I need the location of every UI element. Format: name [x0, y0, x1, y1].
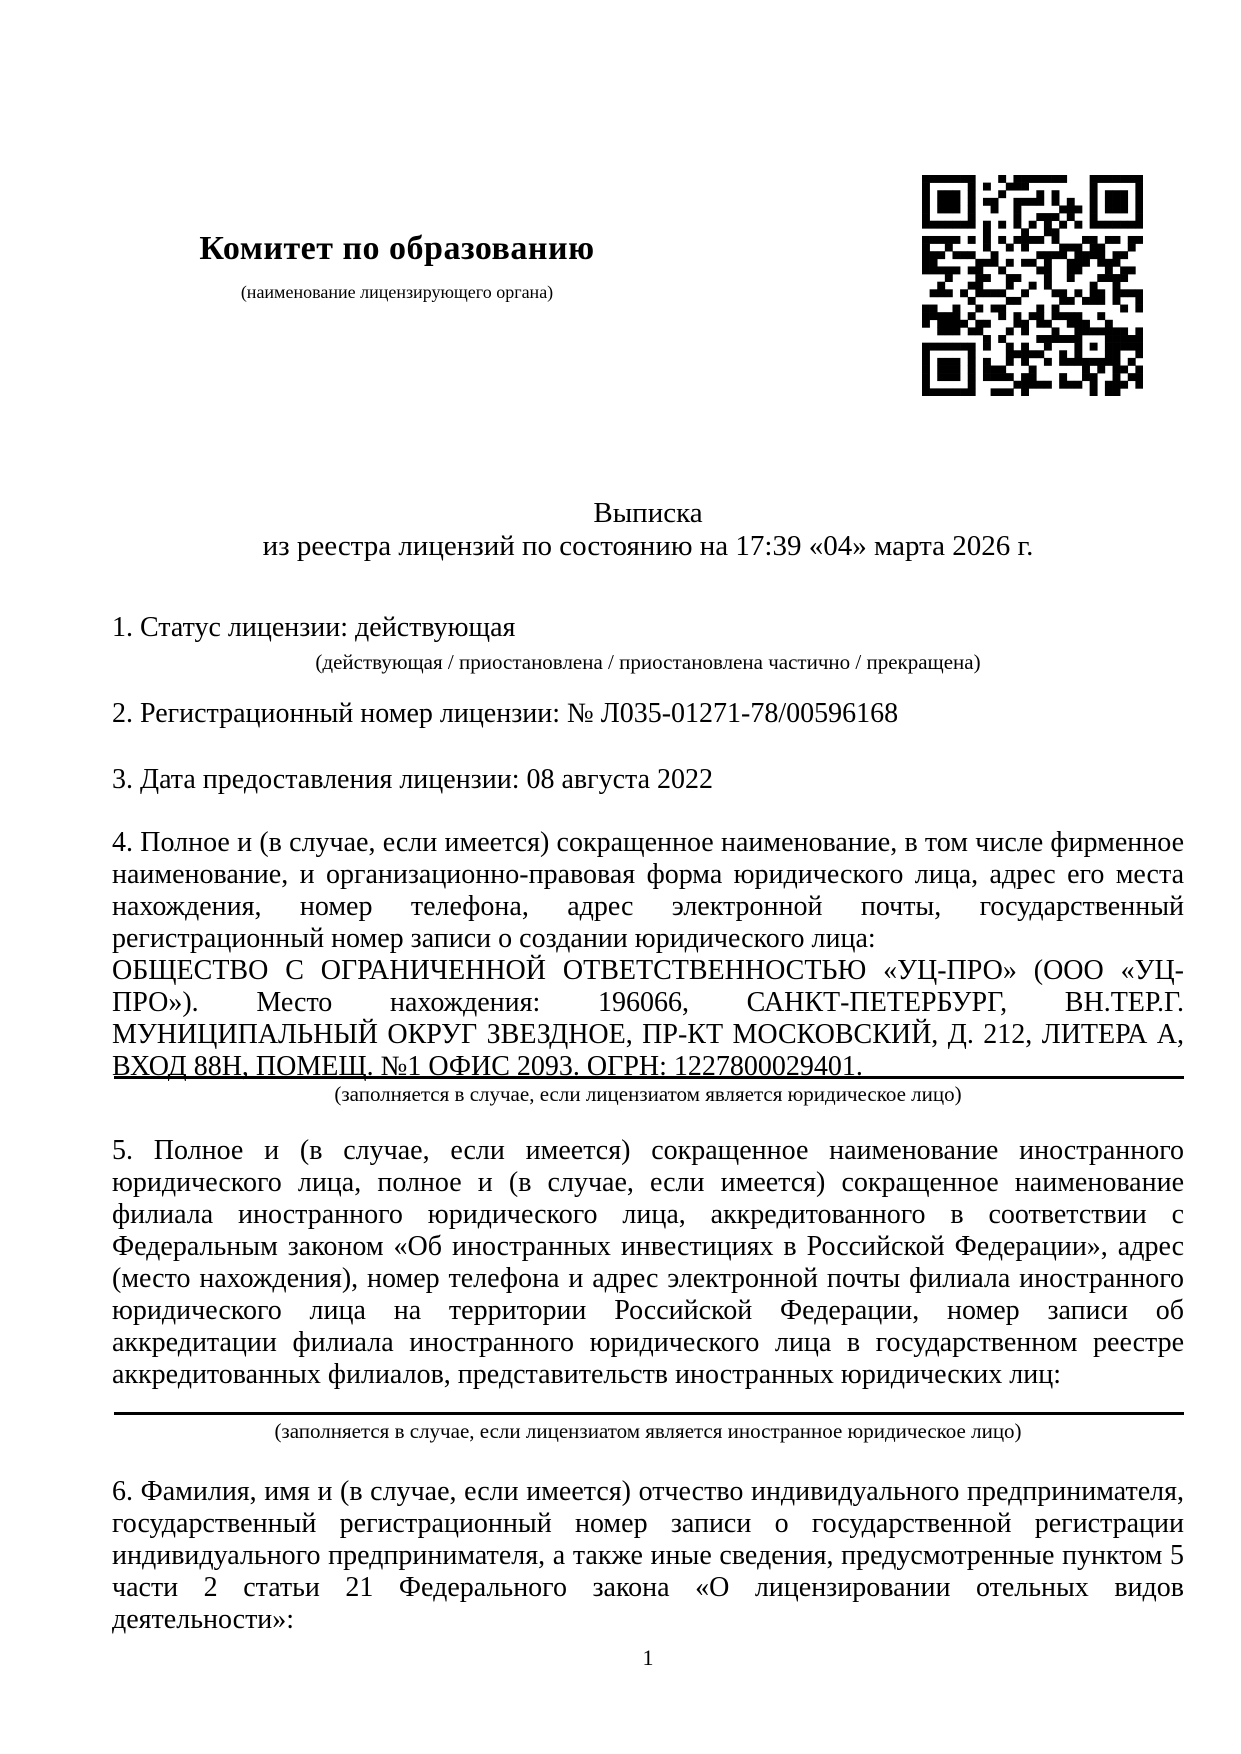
- item-6-entrepreneur: 6. Фамилия, имя и (в случае, если имеется) отчество индивидуального предпринимателя, государственный регистрационный номер записи о государственной регистрации индивидуального предпринимателя, а также иные сведения, предусмотренные пунктом 5 части 2 статьи 21 Федерального закона «О лицензировании отельных видов деятельности»:: [112, 1476, 1184, 1635]
- item-1-caption: (действующая / приостановлена / приостановлена частично / прекращена): [315, 650, 981, 674]
- item-4-value: ОБЩЕСТВО С ОГРАНИЧЕННОЙ ОТВЕТСТВЕННОСТЬЮ «УЦ-ПРО» (ООО «УЦ-ПРО»). Место нахождения: 196066, САНКТ-ПЕТЕРБУРГ, ВН.ТЕР.Г. МУНИЦИПАЛЬНЫЙ ОКРУГ ЗВЕЗДНОЕ, ПР-КТ МОСКОВСКИЙ, Д. 212, ЛИТЕРА А, ВХОД 88Н, ПОМЕЩ. №1 ОФИС 2093. ОГРН: 1227800029401.: [112, 955, 1184, 1082]
- item-3-grant-date: 3. Дата предоставления лицензии: 08 августа 2022: [112, 764, 714, 795]
- document-title: [112, 497, 1184, 563]
- issuer-caption: (наименование лицензирующего органа): [240, 282, 554, 302]
- item-4-legal-entity: [112, 827, 1184, 1083]
- item-1-license-status: 1. Статус лицензии: действующая: [112, 612, 516, 643]
- section-divider-2: [114, 1412, 1184, 1415]
- section-divider-1: [114, 1076, 1184, 1079]
- item-4-intro: 4. Полное и (в случае, если имеется) сокращенное наименование, в том числе фирменное наименование, и организационно-правовая форма юридического лица, адрес его места нахождения, номер телефона, адрес электронной почты, государственный регистрационный номер записи о создании юридического лица:: [112, 827, 1184, 954]
- document-title-line2: из реестра лицензий по состоянию на 17:39 «04» марта 2026 г.: [262, 530, 1034, 562]
- item-5-caption: (заполняется в случае, если лицензиатом является иностранное юридическое лицо): [274, 1419, 1022, 1443]
- item-4-caption: (заполняется в случае, если лицензиатом является юридическое лицо): [334, 1082, 962, 1106]
- qr-code-svg: [922, 175, 1143, 396]
- document-title-line1: Выписка: [593, 497, 703, 529]
- item-2-registration-number: 2. Регистрационный номер лицензии: № Л035-01271-78/00596168: [112, 698, 899, 729]
- item-5-foreign-entity: 5. Полное и (в случае, если имеется) сокращенное наименование иностранного юридического лица, полное и (в случае, если имеется) сокращенное наименование филиала иностранного юридического лица, аккредитованного в соответствии с Федеральным законом «Об иностранных инвестициях в Российской Федерации», адрес (место нахождения), номер телефона и адрес электронной почты филиала иностранного юридического лица на территории Российской Федерации, номер записи об аккредитации филиала иностранного юридического лица в государственном реестре аккредитованных филиалов, представительств иностранных юридических лиц:: [112, 1135, 1184, 1390]
- issuer-name: Комитет по образованию: [199, 230, 595, 267]
- qr-code-icon: [922, 175, 1143, 396]
- page-number: 1: [642, 1645, 654, 1670]
